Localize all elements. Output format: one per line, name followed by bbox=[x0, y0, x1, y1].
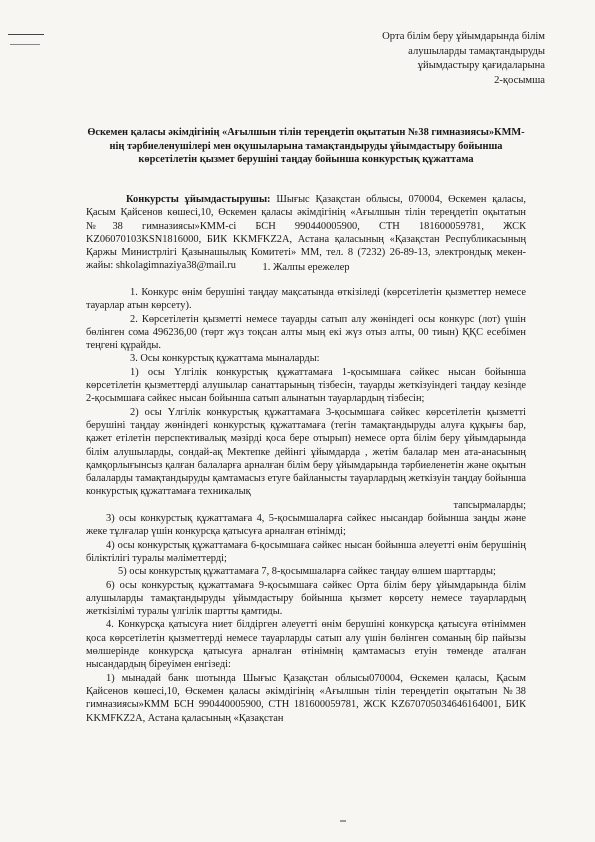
organizer-label: Конкурсты ұйымдастырушы: bbox=[126, 194, 271, 205]
main-content bbox=[86, 286, 526, 725]
page-speck bbox=[340, 820, 346, 822]
list-item-5: 5) осы конкурстық құжаттамаға 7, 8-қосымшаларға сәйкес таңдау өлшем шарттарды; bbox=[118, 566, 496, 578]
margin-mark bbox=[8, 34, 44, 35]
organizer-details: Шығыс Қазақстан облысы, 070004, Өскемен қаласы, Қасым Қайсенов көшесі,10, Өскемен қаласы әкімдігінің «Ағылшын тілін тереңдетіп оқытатын №38 гимназиясы»КММ-сі БСН 990440005900, СТН 181600059781, ЖСК KZ06070103KSN1816000, БИК KKMFKZ2A, Астана қаласының «Қазақстан Республикасының Қаржы Министрлігі Қазынашылық Комитеті» ММ, тел. 8 (7232) 26-89-13, электрондық мекен-жайы: shkolagimnaziya38@mail.ru bbox=[86, 194, 526, 272]
paragraph-2: 2. Көрсетілетін қызметті немесе тауарды сатып алу жөніндегі осы конкурс (лот) үшін бөлінген сома 496236,00 (төрт жүз тоқсан алты мың екі жүз отыз алты, 00 тиын) ҚҚС есебімен теңгені құрайды. bbox=[86, 313, 526, 352]
annex-line-2: алушыларды тамақтандыруды bbox=[408, 45, 545, 57]
paragraph-3: 3. Осы конкурстық құжаттама мыналарды: bbox=[130, 353, 320, 365]
section-heading: 1. Жалпы ережелер bbox=[262, 262, 350, 273]
annex-line-3: ұйымдастыру қағидаларына bbox=[417, 60, 545, 72]
margin-mark-secondary bbox=[10, 44, 40, 45]
list-item-1: 1) осы Үлгілік конкурстық құжаттамаға 1-қосымшаға сәйкес нысан бойынша көрсетілетін қызметтерді алушылар санаттарының тізбесін, тауарды жеткізуіндегі таңдау кезінде 2-қосымшаға сәйкес нысан бойынша сатып алынатын тауарлардың тізбесін; bbox=[86, 366, 526, 405]
organizer-block bbox=[86, 193, 526, 273]
list-item-3: 3) осы конкурстық құжаттамаға 4, 5-қосымшаларға сәйкес нысандар бойынша заңды және жеке тұлғалар үшін конкурсқа қатысуға арналған өтінімді; bbox=[86, 513, 526, 538]
document-title: Өскемен қаласы әкімдігінің «Ағылшын тілін тереңдетіп оқытатын №38 гимназиясы»КММ-нің тәрбиеленушілері мен оқушыларына тамақтандыруды ұйымдастыру бойынша көрсетілетін қызмет берушіні таңдау бойынша конкурстық құжаттама bbox=[87, 127, 525, 166]
annex-header bbox=[335, 30, 545, 88]
paragraph-4: 4. Конкурсқа қатысуға ниет білдірген әлеуетті өнім берушіні конкурсқа қатысуға өтініммен қоса көрсетілетін қызметтерді немесе тауарларды сатып алу үшін бөлінген соманың бір пайызы мөлшерінде конкурсқа қатысуға арналған өтінімнің қамтамасыз етуін төменде аталған нысандардың біреуімен енгізеді: bbox=[86, 619, 526, 671]
organizer-paragraph bbox=[86, 193, 526, 273]
paragraph-1: 1. Конкурс өнім берушіні таңдау мақсатында өткізіледі (көрсетілетін қызметтер немесе тауарлар атын көрсету). bbox=[86, 287, 526, 312]
list-item-4: 4) осы конкурстық құжаттамаға 6-қосымшаға сәйкес нысан бойынша әлеуетті өнім берушінің біліктілігі туралы мәліметтерді; bbox=[86, 539, 526, 564]
annex-number: 2-қосымша bbox=[494, 74, 545, 86]
list-item-2-end: тапсырмаларды; bbox=[453, 499, 526, 511]
list-item-6: 6) осы конкурстық құжаттамаға 9-қосымшаға сәйкес Орта білім беру ұйымдарында білім алушыларды тамақтандыруды ұйымдастыру бойынша қызмет көрсету немесе тауарлардың жеткізілімі туралы үлгілік шартты қамтиды. bbox=[86, 579, 526, 618]
annex-line-1: Орта білім беру ұйымдарында білім bbox=[382, 31, 545, 42]
list-item-2: 2) осы Үлгілік конкурстық құжаттамаға 3-қосымшаға сәйкес көрсетілетін қызметті берушіні таңдау жөніндегі конкурстық құжаттамаға (тегін тамақтандыруды алуға құқығы бар, қажет етілетін перспективалық мәзірді қоса бере отырып) немесе орта білім беру ұйымдарында білім алушыларды, сондай-ақ Мектепке дейінгі ұйымдарда , жетім балалар мен ата-анасының қамқорлығынсыз қалған балаларға арналған білім беру ұйымдарында тәрбиеленетін және оқытын балаларды тамақтандыруды қамтамасыз етуге байланысты тауарлардың жеткізуін таңдау бойынша конкурстық құжаттамаға техникалық bbox=[86, 406, 526, 498]
paragraph-4-item-1: 1) мынадай банк шотында Шығыс Қазақстан облысы070004, Өскемен қаласы, Қасым Қайсенов көшесі,10, Өскемен қаласы әкімдігінің «Ағылшын тілін тереңдетіп оқытатын №38 гимназиясы»КММ БСН 990440005900, СТН 181600059781, ЖСК KZ670705034646164001, БИК KKMFKZ2A, Астана қаласының «Қазақстан bbox=[86, 672, 526, 724]
